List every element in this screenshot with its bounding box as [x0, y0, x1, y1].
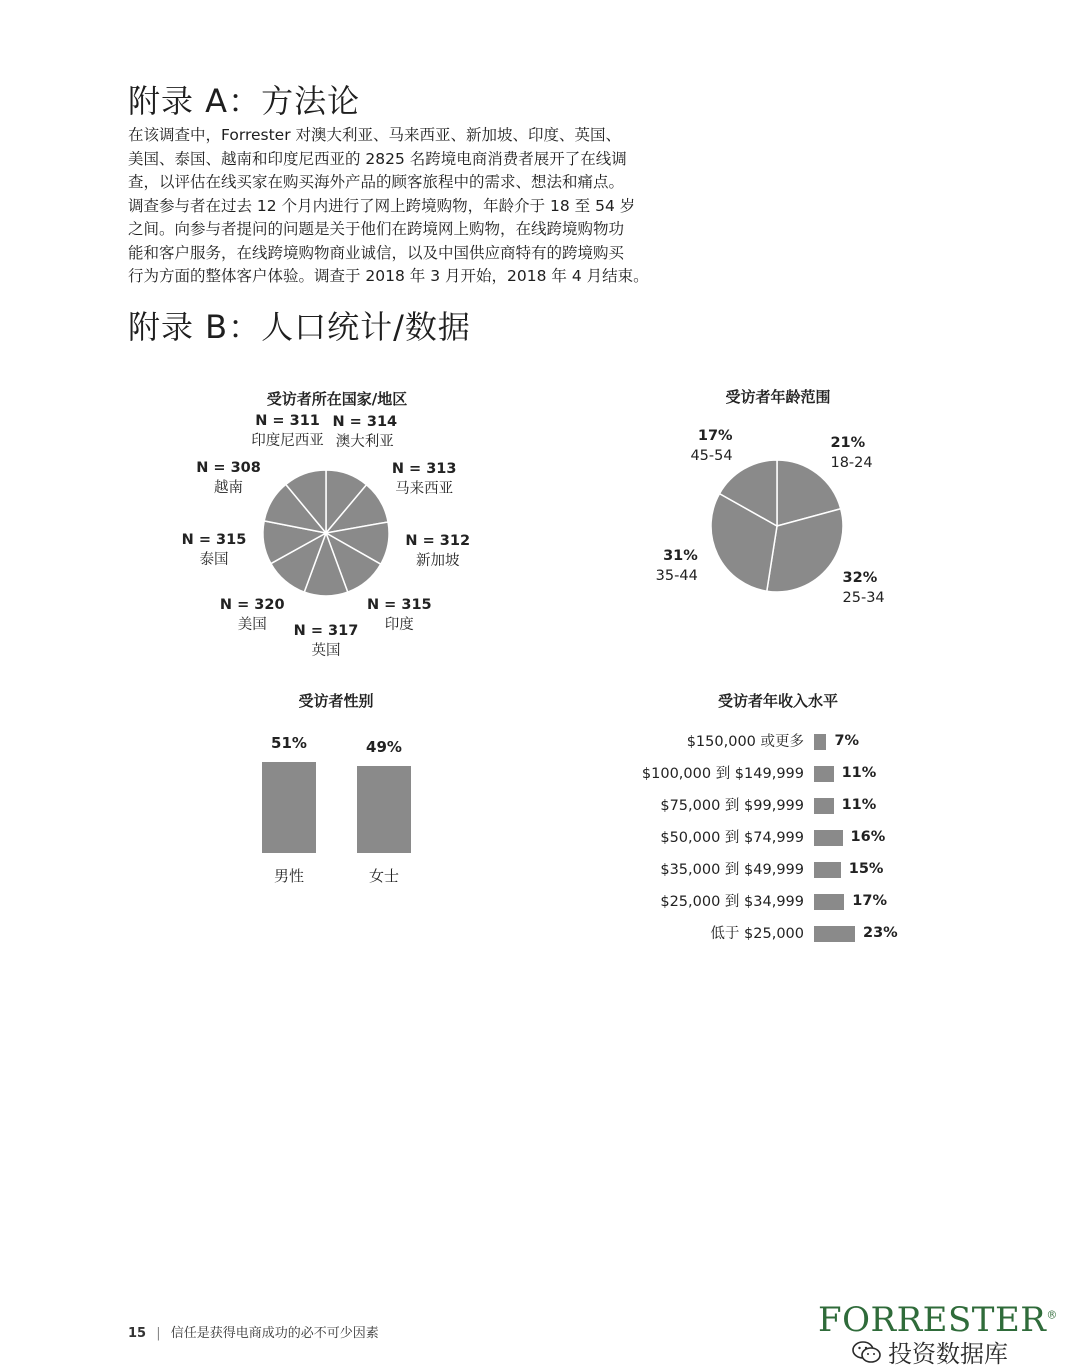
age-label	[656, 546, 698, 586]
country-label-category: 越南	[214, 479, 244, 496]
income-bar	[814, 798, 834, 814]
country-label-value: N = 317	[293, 623, 359, 639]
footer	[128, 1322, 379, 1341]
age-label	[843, 568, 885, 608]
age-label-category: 45-54	[690, 448, 733, 465]
paragraph-line: 调查参与者在过去 12 个月内进行了网上跨境购物，年龄介于 18 至 54 岁	[128, 196, 636, 215]
country-label-category: 新加坡	[416, 553, 460, 570]
income-value-label: 16%	[850, 829, 886, 845]
country-label-category: 印度尼西亚	[251, 433, 324, 450]
age-label-category: 18-24	[830, 454, 873, 471]
country-label-value: N = 314	[332, 413, 398, 430]
country-label	[332, 412, 397, 452]
income-value-label: 11%	[841, 765, 877, 781]
paragraph-line: 美国、泰国、越南和印度尼西亚的 2825 名跨境电商消费者展开了在线调	[128, 149, 627, 168]
country-label-value: N = 311	[255, 413, 320, 430]
paragraph-line: 行为方面的整体客户体验。调查于 2018 年 3 月开始，2018 年 4 月结束。	[128, 267, 649, 285]
logo-text: FORRESTER	[818, 1300, 1047, 1340]
gender-value-label: 49%	[366, 737, 402, 756]
income-bar	[814, 830, 843, 846]
age-label	[690, 426, 732, 466]
income-bar	[814, 894, 844, 910]
age-label-category: 35-44	[655, 568, 698, 585]
country-chart-title: 受访者所在国家/地区	[266, 390, 408, 408]
paragraph-line: 在该调查中，Forrester 对澳大利亚、马来西亚、新加坡、印度、英国、	[128, 126, 622, 144]
country-label	[182, 530, 247, 570]
country-label-category: 澳大利亚	[335, 433, 394, 450]
income-category-label: $50,000 到 $74,999	[660, 830, 804, 846]
gender-chart-title: 受访者性别	[298, 692, 374, 710]
gender-bar	[357, 766, 411, 853]
income-value-label: 11%	[841, 797, 877, 813]
country-label-category: 马来西亚	[395, 480, 454, 497]
appendix-b-title: 附录 B：人口统计/数据	[128, 308, 471, 346]
wechat-icon	[852, 1340, 882, 1364]
watermark-text: 投资数据库	[888, 1340, 1008, 1368]
watermark	[852, 1334, 1008, 1369]
income-bar	[814, 862, 841, 878]
logo-registered: ®	[1046, 1308, 1058, 1322]
paragraph-line: 之间。向参与者提问的问题是关于他们在跨境网上购物，在线跨境购物功	[128, 220, 625, 238]
income-value-label: 17%	[852, 893, 888, 909]
footer-separator: |	[156, 1326, 161, 1341]
age-label-value: 17%	[697, 428, 733, 445]
age-label-category: 25-34	[842, 589, 885, 606]
income-category-label: $35,000 到 $49,999	[660, 862, 804, 878]
income-value-label: 23%	[863, 925, 898, 941]
income-category-label: $75,000 到 $99,999	[660, 798, 804, 814]
gender-category-label: 女士	[368, 867, 399, 885]
income-category-label: $25,000 到 $34,999	[660, 894, 804, 910]
country-label-category: 印度	[384, 617, 414, 634]
age-label-value: 21%	[830, 434, 866, 451]
gender-bar	[262, 762, 316, 853]
country-label-category: 美国	[237, 617, 267, 634]
age-label-value: 32%	[842, 569, 878, 586]
age-pie-chart	[709, 458, 845, 594]
country-label	[251, 411, 324, 451]
page-number: 15	[128, 1326, 147, 1341]
country-label-value: N = 313	[391, 460, 457, 477]
income-category-label: $150,000 或更多	[686, 734, 804, 750]
country-label-value: N = 315	[181, 531, 247, 548]
country-label	[294, 621, 359, 661]
income-value-label: 15%	[848, 861, 884, 877]
country-label	[405, 531, 470, 571]
country-label-value: N = 308	[196, 459, 261, 476]
country-label	[196, 458, 261, 498]
country-pie-chart	[246, 453, 406, 613]
country-label	[220, 595, 285, 635]
country-label-value: N = 312	[405, 533, 471, 550]
paragraph-line: 查，以评估在线买家在购买海外产品的顾客旅程中的需求、想法和痛点。	[128, 173, 625, 191]
country-label-category: 英国	[311, 643, 341, 659]
appendix-a-title: 附录 A：方法论	[128, 82, 361, 120]
gender-category-label: 男性	[273, 867, 304, 885]
country-label-category: 泰国	[199, 551, 229, 568]
income-value-label: 7%	[834, 733, 860, 749]
age-label-value: 31%	[663, 548, 698, 565]
gender-value-label: 51%	[271, 734, 307, 752]
age-chart-title: 受访者年龄范围	[725, 388, 831, 406]
country-label	[367, 595, 432, 635]
age-label	[830, 433, 872, 473]
income-chart-title: 受访者年收入水平	[717, 692, 838, 710]
footer-doc-title: 信任是获得电商成功的必不可少因素	[170, 1326, 379, 1341]
income-bar	[814, 766, 834, 782]
income-bar	[814, 926, 855, 942]
country-label-value: N = 320	[219, 597, 285, 614]
income-category-label: 低于 $25,000	[710, 926, 804, 942]
country-label-value: N = 315	[366, 597, 432, 614]
country-label	[392, 459, 457, 499]
methodology-paragraph	[128, 124, 708, 289]
income-bar	[814, 734, 826, 750]
income-category-label: $100,000 到 $149,999	[641, 766, 804, 782]
paragraph-line: 能和客户服务，在线跨境购物商业诚信，以及中国供应商特有的跨境购买	[128, 243, 625, 262]
